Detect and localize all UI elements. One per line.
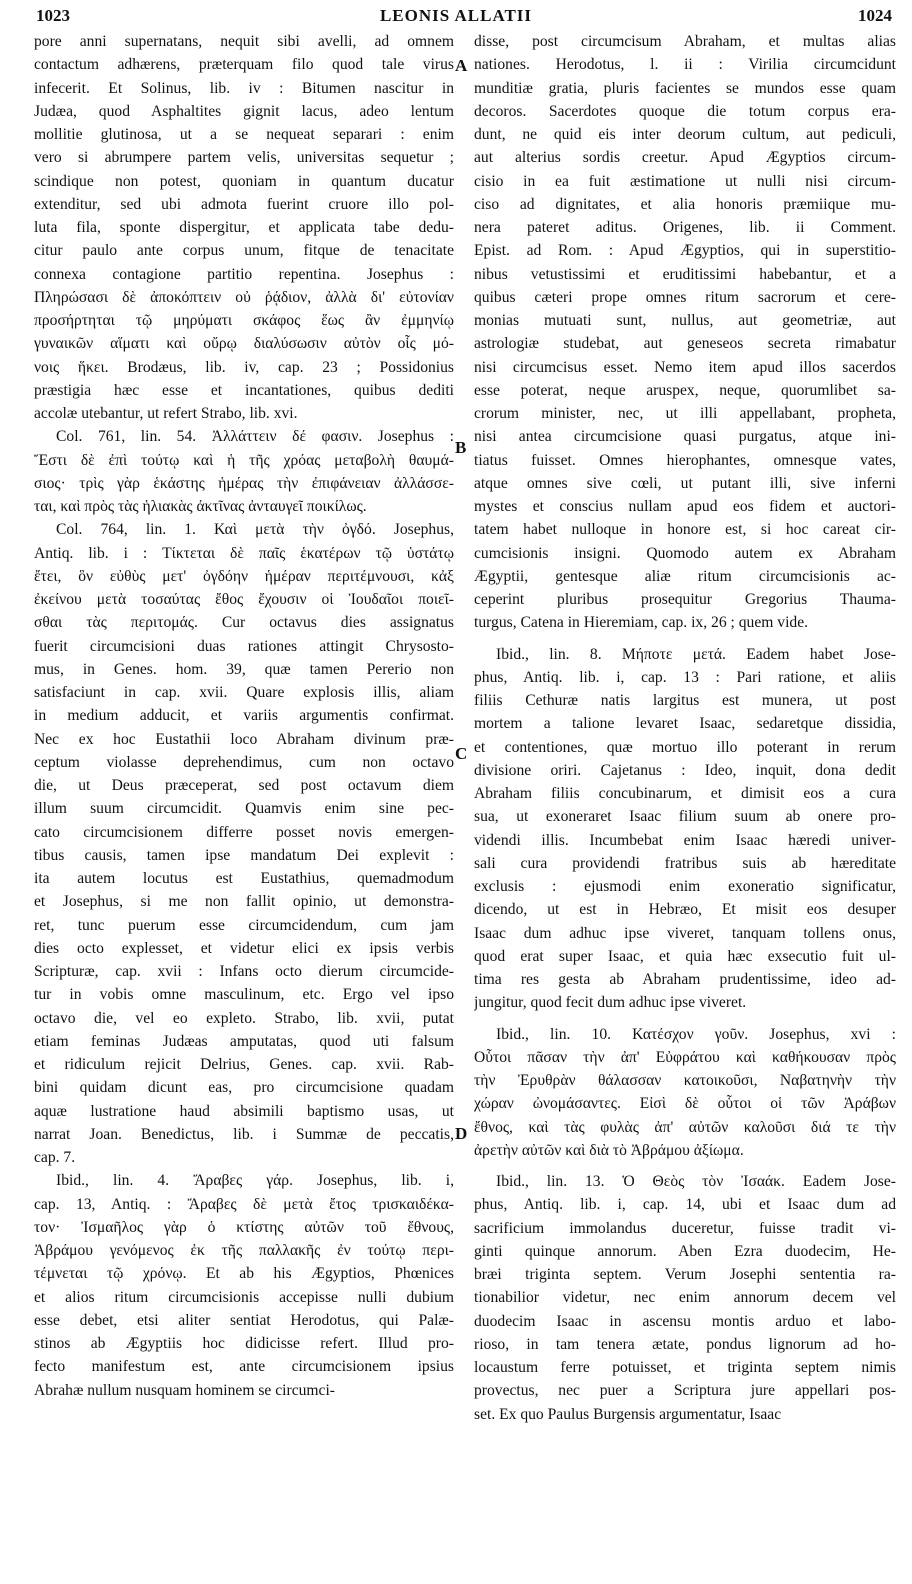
text-line: cap. 13, Antiq. : Ἄραβες δὲ μετὰ ἔτος τρισκαιδέκα- [34, 1195, 454, 1213]
text-line: citur paulo ante corpus unum, fitque de tenacitate [34, 242, 454, 260]
text-line: Col. 761, lin. 54. Ἀλλάττειν δέ φασιν. Josephus : [56, 428, 454, 446]
left-text-column [34, 30, 454, 1402]
text-line: exclusis : ejusmodi enim exoneratio significatur, [474, 878, 896, 895]
text-line: connexa contagione partitio repentina. Josephus : [34, 265, 454, 283]
text-line: nisi circumcisus esset. Nemo item apud illos sacerdos [474, 358, 896, 376]
text-line: infecerit. Et Solinus, lib. iv : Bitumen nascitur in [34, 79, 454, 97]
text-line: esse poterat, neque aruspex, neque, quorumlibet sa- [474, 381, 896, 399]
text-line: σιος· τρὶς γὰρ ἑκάστης ἡμέρας τὴν ἐπιφάνειαν ἀλλάσσε- [34, 474, 454, 492]
text-line: cap. 7. [34, 1149, 76, 1166]
text-line: die, ut Deus præceperat, sed post octavum diem [34, 777, 454, 794]
text-line: monias mutuati sunt, nullus, aut geometriæ, aut [474, 312, 896, 329]
text-line: σθαι τὰς περιτομάς. Cur octavus dies assignatus [34, 614, 454, 632]
text-line: turgus, Catena in Hieremiam, cap. ix, 26 ; quem vide. [474, 614, 809, 632]
text-line: mus, in Genes. hom. 39, quæ tamen Pererio non [34, 660, 454, 678]
right-text-column [474, 30, 896, 1426]
text-line: aut alterius sordis creetur. Apud Ægyptios circum- [474, 149, 896, 167]
text-line: ἔθνος, καὶ τὰς φυλὰς ἀπ' αὐτῶν καλοῦσι διά τε τὴν [474, 1118, 896, 1136]
text-line: præstigia hæc esse et incantationes, quibus dediti [34, 381, 454, 399]
text-line: ita autem locutus est Eustathius, quemadmodum [34, 870, 454, 887]
text-line: crorum minister, nec, ut illi appellabant, propheta, [474, 405, 896, 422]
text-line: quibus cæteri prope omnes ritum sacrorum et cere- [474, 288, 896, 306]
text-line: τον· Ἰσμαῆλος γὰρ ὁ κτίστης αὐτῶν τοῦ ἔθνους, [34, 1218, 454, 1236]
text-line: tibus causis, tamen ipse mandatum Dei explevit : [34, 846, 454, 864]
text-line: mollitie glutinosa, ut a se nequeat separari : enim [34, 126, 454, 143]
text-line: divisione oriri. Cajetanus : Ideo, inquit, dona dedit [474, 761, 896, 779]
text-line: τέμνεται τῷ χρόνῳ. Et ab his Ægyptios, Phœnices [34, 1265, 454, 1283]
text-line: Judæa, quod Asphaltites gignit lacus, adeo lentum [34, 102, 454, 120]
text-line: Πληρώσασι δὲ ἀποκόπτειν οὐ ῥᾴδιον, ἀλλὰ δι' εὐτονίαν [34, 288, 454, 306]
margin-marker-b: B [455, 438, 467, 457]
text-line: illum suum circumcidit. Quamvis enim sine pec- [34, 800, 454, 818]
text-line: cumcisionis insigni. Quomodo autem ex Abraham [474, 544, 896, 562]
text-line: etiam feminas Judæas amputatas, quod uti falsum [34, 1032, 454, 1050]
text-line: accolæ utebantur, ut refert Strabo, lib. xvi. [34, 405, 298, 422]
text-line: scindique non potest, quoniam in quantum ducatur [34, 172, 454, 190]
text-line: Ibid., lin. 8. Μήποτε μετά. Eadem habet Jose- [496, 645, 896, 663]
text-line: tima res gesta ab Abraham prudentissime, ideo ad- [474, 971, 896, 988]
margin-marker-c: C [455, 744, 468, 763]
text-line: vero si abrumpere partem velis, universitas sequetur ; [34, 149, 454, 167]
text-line: dicendo, ut est in Hebræo, Et misit eos desuper [474, 901, 896, 919]
text-line: luta fila, sponte dispergitur, et applicata tabe dedu- [34, 219, 454, 236]
margin-marker-d: D [455, 1124, 468, 1143]
text-line: Isaac dum adhuc ipse viveret, tanquam tollens onus, [474, 924, 896, 942]
text-line: quod erat super Isaac, et quia hæc exsecutio fuit ul- [474, 947, 896, 965]
text-line: Epist. ad Rom. : Apud Ægyptios, qui in superstitio- [474, 242, 896, 260]
text-line: Nec ex hoc Eustathii loco Abraham divinum præ- [34, 730, 454, 748]
text-line: ἀρετὴν αὐτῶν καὶ διὰ τὸ Ἀβράμου ἀξίωμα. [474, 1141, 744, 1159]
text-line: et Josephus, si me non fallit opinio, ut demonstra- [34, 893, 454, 911]
text-line: mystes et conscius nullam apud eos fidem et auctori- [474, 498, 896, 515]
page-number-left: 1023 [36, 6, 70, 25]
text-line: ceptum violasse deprehendimus, cum non octavo [34, 753, 454, 771]
text-line: ἔτει, ὃν εὐθὺς μετ' ὀγδόην ἡμέραν περιτέμνουσι, κἀξ [34, 567, 454, 585]
page-number-right: 1024 [858, 6, 892, 25]
text-line: Scripturæ, cap. xvii : Infans octo dierum circumcide- [34, 963, 454, 980]
text-line: προσήρτηται τῷ μηρύματι σκάφος ἕως ἂν ἐμμηνίῳ [34, 312, 454, 329]
text-line: tatem habet nulloque in honore est, si hoc careat cir- [474, 521, 896, 539]
text-line: ται, καὶ πρὸς τὰς ἡλιακὰς ἀκτῖνας ἀνταυγεῖ ποικίλως. [34, 498, 367, 515]
text-line: Abraham filiis concubinarum, et dimisit eos a cura [474, 785, 896, 802]
text-line: χώραν ὠνομάσαντες. Εἰσὶ δὲ οὗτοι οἱ τῶν Ἀράβων [474, 1095, 896, 1113]
text-line: tur in vobis omne masculinum, etc. Ergo vel ipso [34, 986, 454, 1004]
text-line: astrologiæ studebat, aut geneseos secreta rimabatur [474, 335, 896, 353]
text-line: Ibid., lin. 4. Ἄραβες γάρ. Josephus, lib. i, [56, 1172, 454, 1190]
text-line: Ἔστι δὲ ἐπὶ τούτῳ καὶ ἡ τῆς χρόας μεταβολὴ θαυμά- [34, 451, 454, 469]
text-line: Antiq. lib. i : Τίκτεται δὲ παῖς ἑκατέρων τῷ ὑστάτῳ [34, 544, 454, 562]
text-line: γυναικῶν αἵματι καὶ οὔρῳ διαλύσωσιν αὐτὸν οἷς μό- [34, 335, 454, 353]
text-line: νοις ἥκει. Brodæus, lib. iv, cap. 23 ; Possidonius [34, 358, 454, 376]
text-line: rioso, in tam tenera ætate, pondus lignorum ad ho- [474, 1335, 896, 1353]
text-line: ret, tunc puerum esse circumcidendum, cum jam [34, 916, 454, 934]
text-line: bini quidam dicunt eas, pro circumcisione quadam [34, 1079, 454, 1097]
text-line: munditiæ gratia, pluris facientes se mundos esse quam [474, 79, 896, 97]
text-line: bræi triginta septem. Verum Josephi sententia ra- [474, 1266, 896, 1283]
text-line: sali cura providendi fratribus suis ab hæreditate [474, 854, 896, 872]
text-line: pore anni supernatans, nequit sibi avelli, ad omnem [34, 33, 454, 50]
text-line: ceperint pluribus prosequitur Gregorius Thauma- [474, 591, 896, 608]
text-line: Col. 764, lin. 1. Καὶ μετὰ τὴν ὀγδό. Josephus, [56, 521, 454, 539]
text-line: narrat Joan. Benedictus, lib. i Summæ de peccatis, [34, 1125, 454, 1143]
text-line: nera pateret aditus. Origenes, lib. ii Comment. [474, 219, 896, 236]
text-line: stinos ab Ægyptiis hoc didicisse refert. Illud pro- [34, 1335, 454, 1352]
text-line: nisi antea circumcisione quasi purgatus, atque ini- [474, 428, 896, 446]
text-line: tionabilior videtur, nec enim annorum decem vel [474, 1289, 896, 1307]
text-line: tiatus fuisset. Omnes hierophantes, omnesque vates, [474, 451, 896, 469]
text-line: fecto manifestum est, ante circumcisionem ipsius [34, 1358, 454, 1376]
text-line: extenditur, sed ubi admota fuerint cruore illo pol- [34, 195, 454, 213]
text-line: mortem a talione levaret Isaac, sedaretque dissidia, [474, 715, 896, 733]
text-line: Ægyptii, gentesque aliæ ritum circumcisionis ac- [474, 567, 896, 585]
text-line: aquæ lustratione haud absimili baptismo usas, ut [34, 1102, 454, 1120]
text-line: Οὗτοι πᾶσαν τὴν ἀπ' Εὐφράτου καὶ καθήκουσαν πρὸς [474, 1048, 896, 1066]
text-line: esse debet, etsi aliter sentiat Herodotus, qui Palæ- [34, 1311, 454, 1329]
margin-marker-a: A [455, 56, 468, 75]
text-line: in medium adducit, et variis argumentis confirmat. [34, 707, 454, 725]
text-line: ginti quinque annorum. Aben Ezra duodecim, He- [474, 1242, 896, 1260]
text-line: et alios ritum circumcisionis accepisse nulli dubium [34, 1288, 454, 1306]
text-line: τὴν Ἐρυθρὰν θάλασσαν κατοικοῦσι, Ναβατηνὴν τὴν [474, 1072, 896, 1089]
text-line: decoros. Sacerdotes quoque die totum corpus era- [474, 102, 896, 120]
text-line: cato circumcisionem differre posset novis emergen- [34, 823, 454, 841]
text-line: et ridiculum rejicit Delrius, Genes. cap. xvii. Rab- [34, 1056, 454, 1073]
text-line: phus, Antiq. lib. i, cap. 14, ubi et Isaac dum ad [474, 1196, 896, 1214]
text-line: et contentiones, quæ mortuo illo poterant in rerum [474, 738, 896, 756]
running-title: LEONIS ALLATII [379, 6, 533, 25]
text-line: nationes. Herodotus, l. ii : Virilia circumcidunt [474, 56, 896, 74]
text-line: sua, ut exoneraret Isaac filium suum ab onere pro- [474, 808, 896, 826]
text-line: nibus vetustissimi et eruditissimi habebantur, et a [474, 265, 896, 283]
text-line: fuerit circumcisioni duas rationes attingit Chrysosto- [34, 637, 454, 655]
text-line: locaustum ferre potuisset, et triginta septem nimis [474, 1359, 896, 1376]
text-line: Ἀβράμου γενόμενος ἐκ τῆς παλλακῆς ἐν τούτῳ περι- [34, 1242, 454, 1259]
text-line: dies octo explesset, et videtur elici ex ipsis verbis [34, 939, 454, 957]
text-line: atque omnes sive cœli, ut putant illi, sive inferni [474, 474, 896, 492]
text-line: sacrificium immolandus duceretur, fuisse tradit vi- [474, 1219, 896, 1237]
text-line: disse, post circumcisum Abraham, et multas alias [474, 33, 896, 50]
text-line: contactum adhærens, præterquam filo quod tale virus [34, 56, 454, 74]
text-line: cisio in ea fuit æstimatione ut nulli nisi circum- [474, 172, 896, 190]
text-line: set. Ex quo Paulus Burgensis argumentatur, Isaac [474, 1405, 782, 1423]
text-line: Ibid., lin. 13. Ὁ Θεὸς τὸν Ἰσαάκ. Eadem Jose- [496, 1173, 896, 1190]
text-line: filiis Cethuræ natis largitus est munera, ut post [474, 692, 896, 709]
text-line: provectus, nec puer a Scriptura jure appellari pos- [474, 1382, 896, 1400]
text-line: videndi illis. Incumbebat enim Isaac hæredi univer- [474, 831, 896, 849]
text-line: jungitur, quod fecit dum adhuc ipse viveret. [474, 994, 747, 1012]
text-line: Abrahæ nullum nusquam hominem se circumci- [34, 1381, 335, 1399]
text-line: satisfaciunt in cap. xvii. Quare explosis illis, aliam [34, 684, 454, 701]
text-line: ἐκείνου μετὰ τοσαύτας ἔθος ἔχουσιν οἱ Ἰουδαῖοι ποιεῖ- [34, 591, 454, 608]
text-line: ciso ad dignitates, et alia honoris præmiique mu- [474, 195, 896, 213]
text-line: Ibid., lin. 10. Κατέσχον γοῦν. Josephus, xvi : [496, 1025, 896, 1043]
text-line: duodecim Isaac in ascensu montis arduo et labo- [474, 1312, 896, 1330]
text-line: phus, Antiq. lib. i, cap. 13 : Pari ratione, et aliis [474, 668, 896, 686]
text-line: octavo die, vel eo expleto. Strabo, lib. xvii, putat [34, 1009, 454, 1027]
text-line: dunt, ne quid eis inter deorum cultum, aut pediculi, [474, 126, 896, 143]
